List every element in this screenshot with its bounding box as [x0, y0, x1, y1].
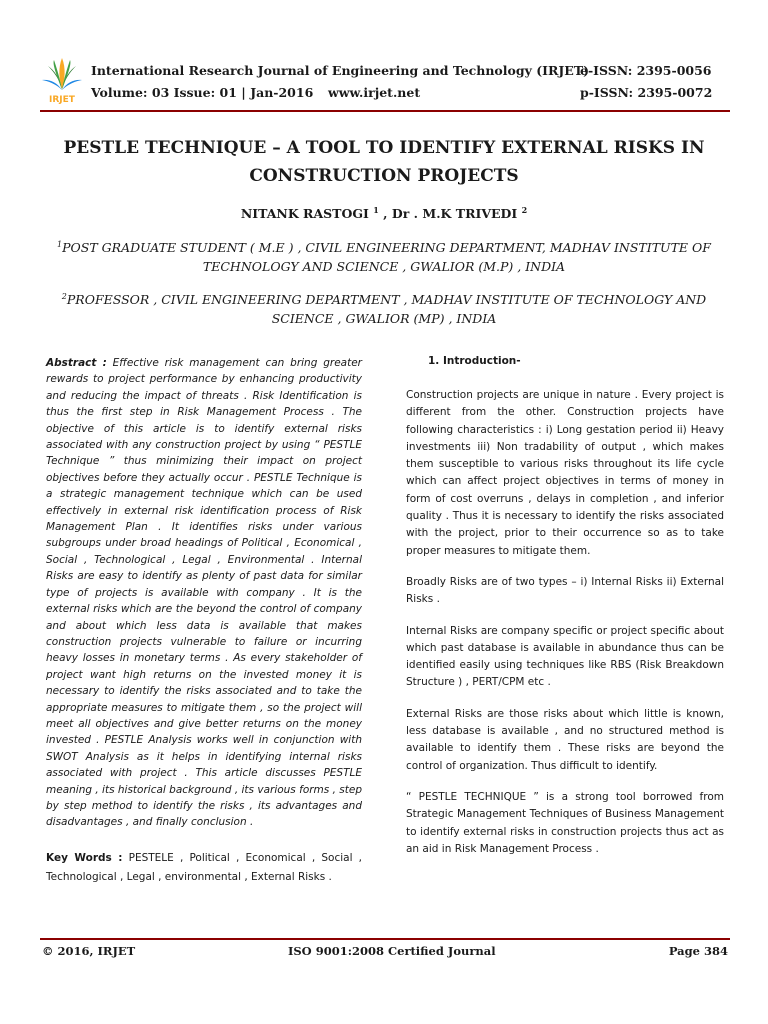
p-issn: p-ISSN: 2395-0072	[580, 85, 713, 100]
paragraph: External Risks are those risks about which little is known, less database is available , and no structured method is available to identify them . These risks are beyond the control of organization. Thus difficult to identify.	[406, 707, 724, 772]
affiliation-mark: 1	[57, 240, 63, 249]
author-affiliation-mark: 2	[521, 205, 528, 215]
affiliation-text: POST GRADUATE STUDENT ( M.E ) , CIVIL ENGINEERING DEPARTMENT, MADHAV INSTITUTE OF TECHNOLOGY AND SCIENCE , GWALIOR (M.P) , INDIA	[62, 240, 711, 275]
paragraph: Construction projects are unique in nature . Every project is different from the other. Construction projects have following characteristics : i) Long gestation period ii) Heavy investments iii) Non tradability of output , which makes them susceptible to various risks throughout its life cycle which can affect project objectives in terms of money in form of cost overruns , delays in completion , and inferior quality . Thus it is necessary to identify the risks associated with the project, prior to their occurrence so as to take proper measures to mitigate them.	[406, 389, 724, 557]
author-line	[60, 205, 708, 221]
left-column	[46, 355, 362, 887]
keywords-label: Key Words :	[46, 851, 123, 864]
affiliation-text: PROFESSOR , CIVIL ENGINEERING DEPARTMENT , MADHAV INSTITUTE OF TECHNOLOGY AND SCIENCE , GWALIOR (MP) , INDIA	[66, 292, 707, 327]
journal-website: www.irjet.net	[328, 85, 421, 100]
issue-info: Volume: 03 Issue: 01 | Jan-2016	[91, 85, 314, 100]
right-column	[406, 355, 724, 872]
abstract-text: Effective risk management can bring greater rewards to project performance by enhancing productivity and reducing the impact of threats . Risk Identification is thus the first step in Risk Management Process . The objective of this article is to identify external risks associated with any construction project by using “ PESTLE Technique ” thus minimizing their impact on project objectives before they actually occur . PESTLE Technique is a strategic management technique which can be used effectively in external risk identification process of Risk Management Plan . It identifies risks under various subgroups under broad headings of Political , Economical , Social , Technological , Legal , Environmental . Internal Risks are easy to identify as plenty of past data for similar type of projects is available with company . It is the external risks which are the beyond the control of company and about which less data is available that makes construction projects vulnerable to failure or incurring heavy losses in monetary terms . As every stakeholder of project want high returns on the invested money it is necessary to identify the risks associated and to take the appropriate measures to mitigate them , so the project will meet all objectives and give better returns on the money invested . PESTLE Analysis works well in conjunction with SWOT Analysis as it helps in identifying internal risks associated with project . This article discusses PESTLE meaning , its historical background , its various forms , step by step method to identify the risks , its advantages and disadvantages , and finally conclusion .	[46, 357, 362, 829]
certification: ISO 9001:2008 Certified Journal	[288, 944, 496, 958]
section-heading: 1. Introduction-	[428, 355, 521, 367]
abstract	[46, 355, 362, 831]
paper-title: PESTLE TECHNIQUE – A TOOL TO IDENTIFY EXTERNAL RISKS IN CONSTRUCTION PROJECTS	[63, 138, 705, 186]
author-separator: ,	[378, 206, 392, 222]
journal-header	[40, 54, 730, 110]
logo-wordmark: IRJET	[49, 95, 75, 104]
paragraph: Internal Risks are company specific or project specific about which past database is available in abundance thus can be identified easily using techniques like RBS (Risk Breakdown Structure ) , PERT/CPM etc .	[406, 624, 724, 689]
e-issn: e-ISSN: 2395-0056	[580, 63, 712, 78]
paragraph: “ PESTLE TECHNIQUE ” is a strong tool borrowed from Strategic Management Techniques of Business Management to identify external risks in construction projects thus act as an aid in Risk Management Process .	[406, 790, 724, 855]
header-divider	[40, 110, 730, 112]
keywords-text: PESTELE , Political , Economical , Social , Technological , Legal , environmental , External Risks .	[46, 851, 362, 883]
author-name: NITANK RASTOGI	[240, 206, 369, 222]
author-name: Dr . M.K TRIVEDI	[391, 206, 518, 222]
copyright: © 2016, IRJET	[42, 944, 136, 958]
keywords	[46, 849, 362, 887]
affiliation-mark: 2	[61, 292, 67, 301]
paragraph: Broadly Risks are of two types – i) Internal Risks ii) External Risks .	[406, 575, 724, 606]
footer-divider	[40, 938, 730, 940]
page-number: Page 384	[668, 944, 728, 958]
irjet-logo	[40, 54, 84, 104]
affiliation	[48, 235, 720, 276]
journal-name: International Research Journal of Engineering and Technology (IRJET)	[91, 63, 590, 78]
abstract-label: Abstract :	[46, 357, 107, 369]
author-affiliation-mark: 1	[373, 205, 379, 215]
affiliation	[48, 287, 720, 328]
